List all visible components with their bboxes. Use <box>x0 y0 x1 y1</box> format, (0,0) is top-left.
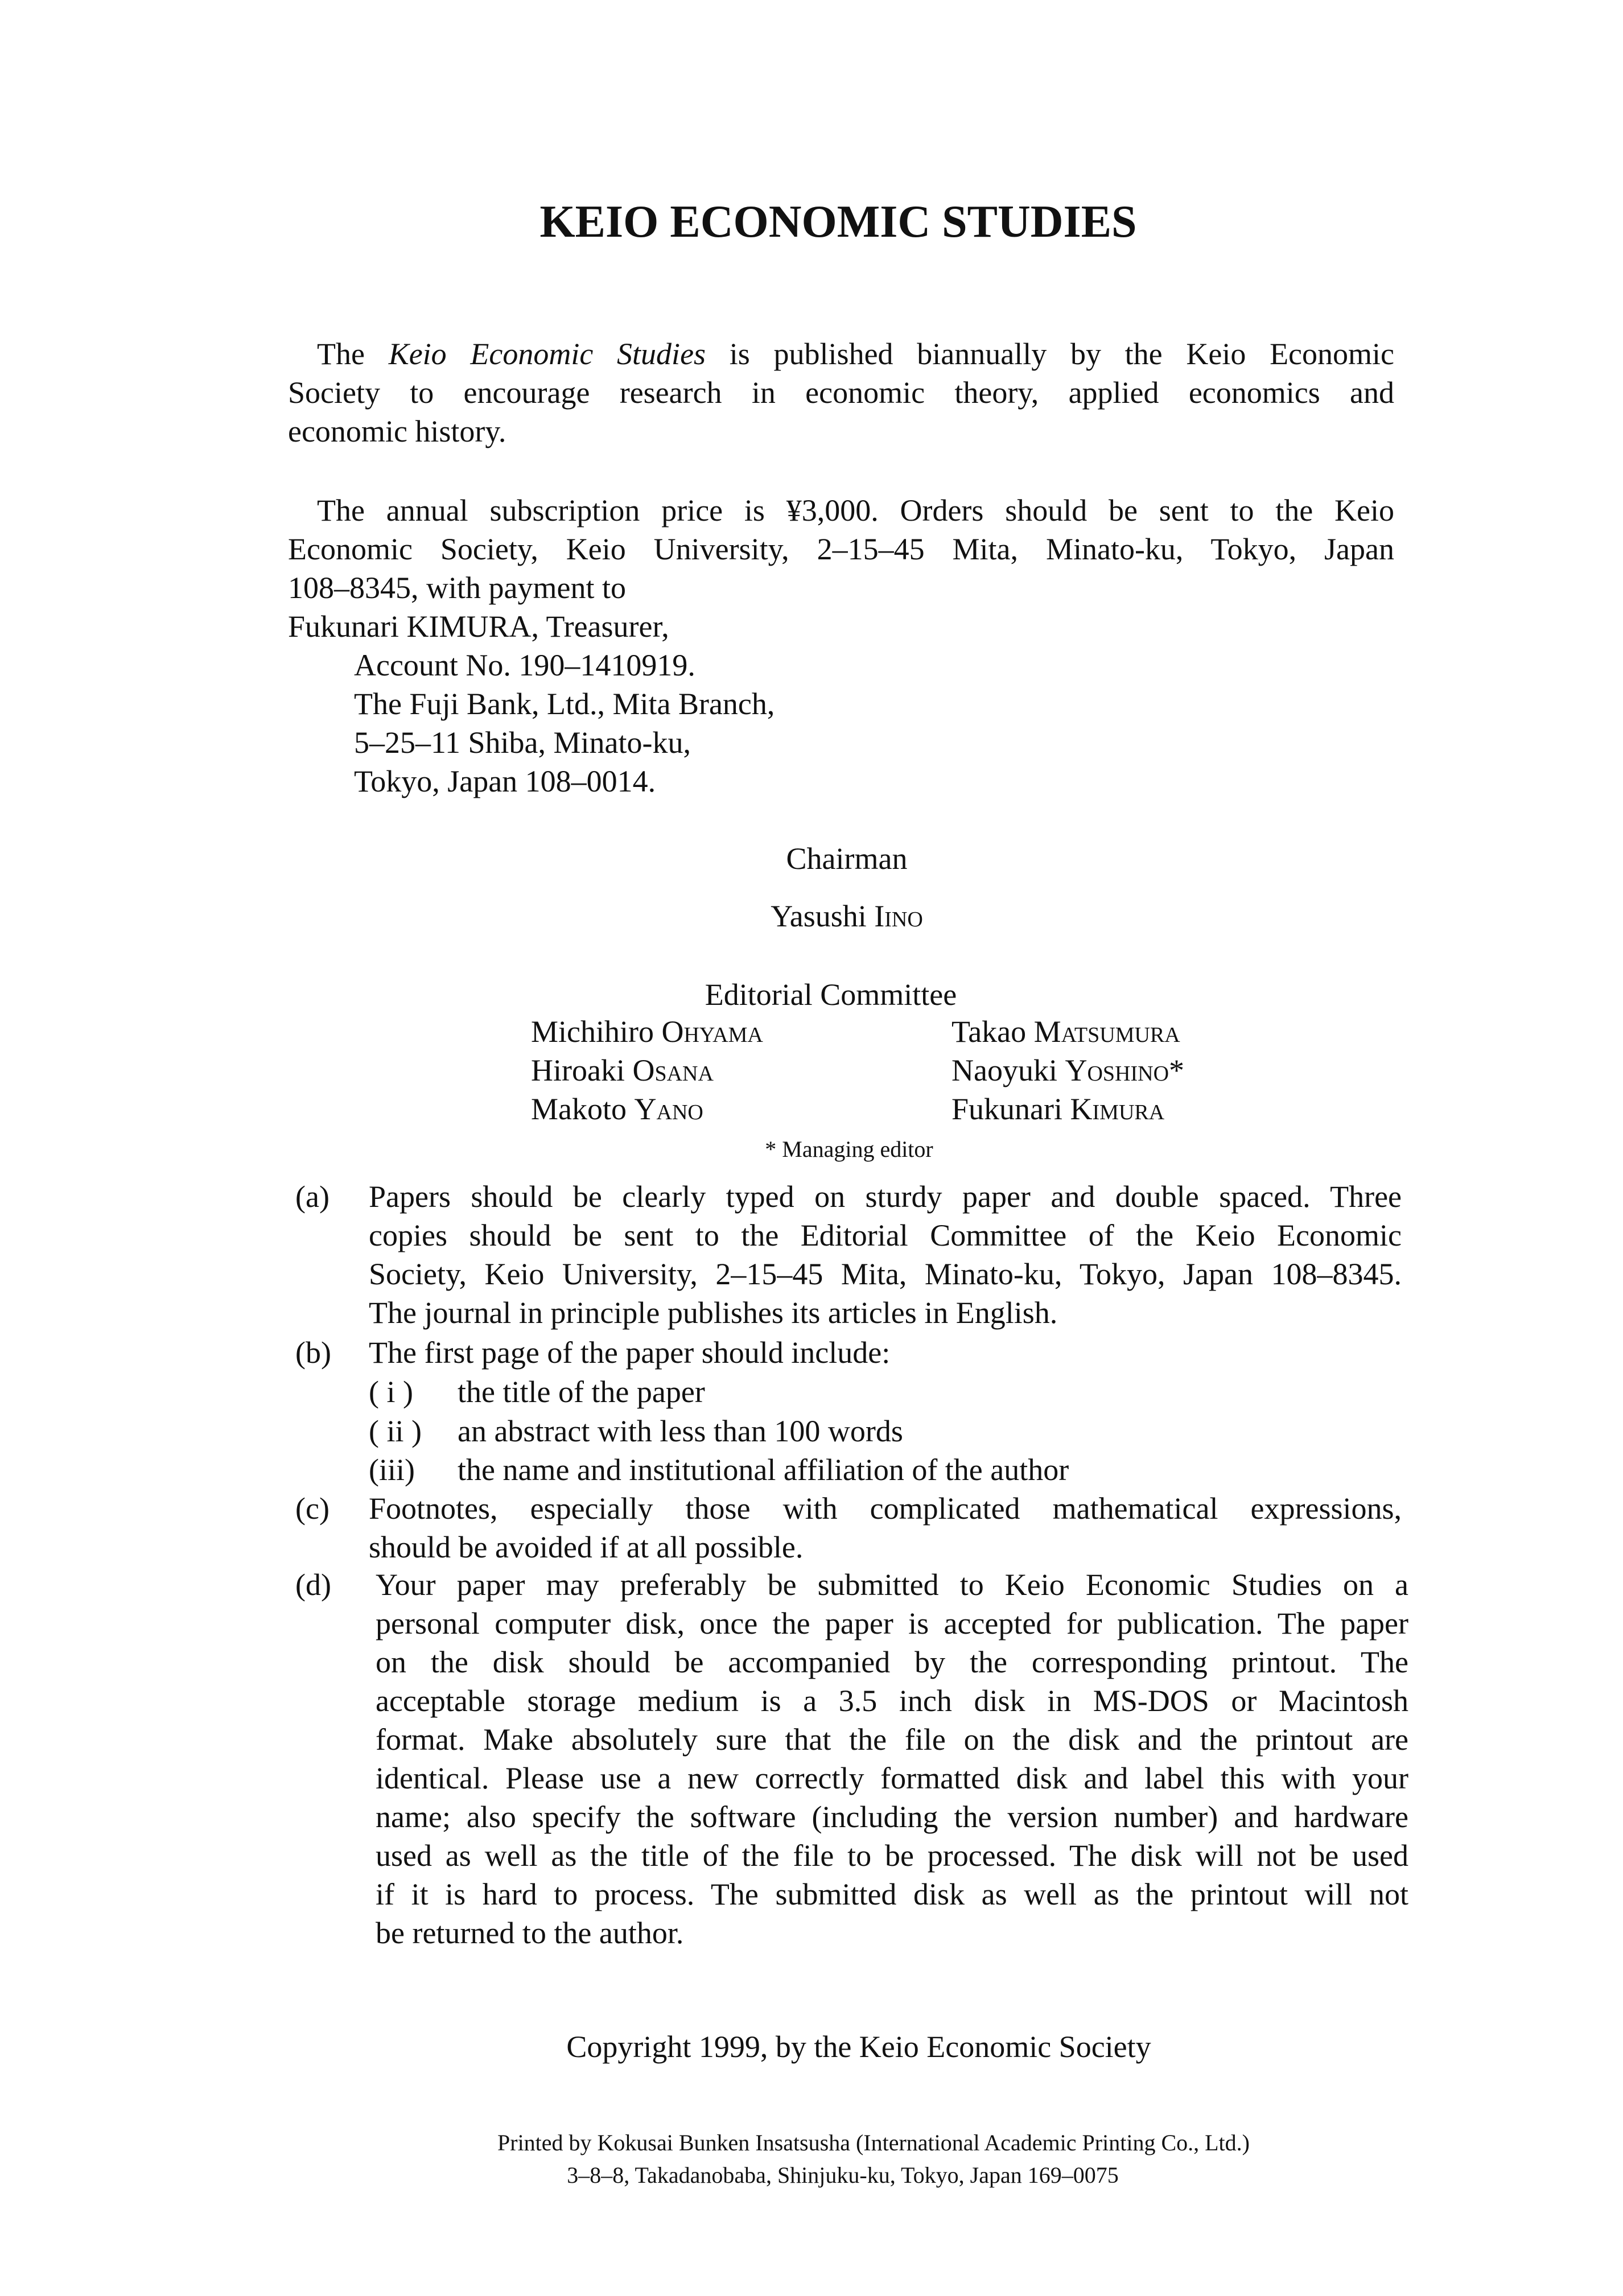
guideline-d-line: format. Make absolutely sure that the file on the disk and the printout are <box>376 1722 1408 1757</box>
subitem-label: ( i ) <box>369 1375 413 1409</box>
surname: Kimura <box>1070 1092 1165 1126</box>
guideline-a-line: Society, Keio University, 2–15–45 Mita, Minato-ku, Tokyo, Japan 108–8345. <box>369 1257 1402 1291</box>
copyright-notice: Copyright 1999, by the Keio Economic Society <box>566 2030 1151 2064</box>
committee-member <box>531 1051 714 1090</box>
item-label: (a) <box>295 1180 329 1214</box>
given-name: Michihiro <box>531 1015 654 1049</box>
account-line: Account No. 190–1410919. <box>354 648 695 682</box>
managing-editor-note: * Managing editor <box>765 1136 933 1162</box>
given-name: Naoyuki <box>951 1053 1057 1087</box>
guideline-d-line: identical. Please use a new correctly formatted disk and label this with your <box>376 1761 1408 1795</box>
given-name: Makoto <box>531 1092 627 1126</box>
intro-line: Society to encourage research in economic theory, applied economics and <box>288 376 1394 410</box>
subitem-label: ( ii ) <box>369 1414 422 1448</box>
subscription-line: The annual subscription price is ¥3,000. Orders should be sent to the Keio <box>317 493 1394 527</box>
guideline-d-line: Your paper may preferably be submitted to Keio Economic Studies on a <box>376 1568 1408 1602</box>
bank-address-line: 5–25–11 Shiba, Minato-ku, <box>354 726 691 760</box>
item-label: (d) <box>295 1568 331 1602</box>
committee-heading: Editorial Committee <box>705 978 957 1012</box>
guideline-c-line: Footnotes, especially those with complicated mathematical expressions, <box>369 1491 1402 1526</box>
guideline-d-line: if it is hard to process. The submitted disk as well as the printout will not <box>376 1877 1408 1911</box>
guideline-d-line: acceptable storage medium is a 3.5 inch disk in MS-DOS or Macintosh <box>376 1684 1408 1718</box>
guideline-c-line: should be avoided if at all possible. <box>369 1530 804 1564</box>
bank-address-line: Tokyo, Japan 108–0014. <box>354 764 656 798</box>
committee-member <box>951 1090 1164 1128</box>
subitem-label: (iii) <box>369 1453 415 1487</box>
intro-text: The <box>317 337 365 371</box>
given-name: Takao <box>951 1015 1027 1049</box>
guideline-a-line: Papers should be clearly typed on sturdy paper and double spaced. Three <box>369 1180 1402 1214</box>
surname: Yano <box>634 1092 703 1126</box>
given-name: Hiroaki <box>531 1053 625 1087</box>
printer-line: Printed by Kokusai Bunken Insatsusha (International Academic Printing Co., Ltd.) <box>497 2130 1250 2155</box>
subitem-text: the title of the paper <box>458 1375 705 1409</box>
committee-member <box>531 1012 763 1051</box>
item-label: (b) <box>295 1335 331 1370</box>
intro-text: is published biannually by the Keio Economic <box>729 337 1394 371</box>
journal-title: KEIO ECONOMIC STUDIES <box>539 197 1137 247</box>
treasurer-line: Fukunari KIMURA, Treasurer, <box>288 609 669 644</box>
given-name: Yasushi <box>771 899 867 933</box>
committee-member <box>531 1090 703 1128</box>
guideline-b-line: The first page of the paper should include: <box>369 1335 891 1370</box>
guideline-d-line: personal computer disk, once the paper is accepted for publication. The paper <box>376 1606 1408 1640</box>
subitem-text: an abstract with less than 100 words <box>458 1414 903 1448</box>
guideline-a-line: The journal in principle publishes its articles in English. <box>369 1296 1058 1330</box>
item-label: (c) <box>295 1491 329 1526</box>
subscription-line: 108–8345, with payment to <box>288 571 626 605</box>
guideline-d-line: be returned to the author. <box>376 1916 684 1950</box>
journal-name-italic: Keio Economic Studies <box>388 337 706 371</box>
surname: Yoshino* <box>1065 1053 1185 1087</box>
chairman-name <box>626 897 1068 935</box>
subitem-text: the name and institutional affiliation of the author <box>458 1453 1069 1487</box>
surname: Osana <box>632 1053 714 1087</box>
printer-address: 3–8–8, Takadanobaba, Shinjuku-ku, Tokyo, Japan 169–0075 <box>567 2162 1119 2188</box>
surname: Matsumura <box>1033 1015 1180 1049</box>
guideline-d-line: name; also specify the software (including the version number) and hardware <box>376 1800 1408 1834</box>
committee-member <box>951 1012 1180 1051</box>
chairman-heading: Chairman <box>786 842 908 876</box>
surname: Ohyama <box>661 1015 763 1049</box>
subscription-line: Economic Society, Keio University, 2–15–45 Mita, Minato-ku, Tokyo, Japan <box>288 532 1394 566</box>
intro-line <box>317 335 1394 373</box>
committee-member <box>951 1051 1184 1090</box>
guideline-d-line: used as well as the title of the file to be processed. The disk will not be used <box>376 1839 1408 1873</box>
surname: Iino <box>874 899 923 933</box>
given-name: Fukunari <box>951 1092 1062 1126</box>
guideline-d-line: on the disk should be accompanied by the corresponding printout. The <box>376 1645 1408 1679</box>
intro-line: economic history. <box>288 414 506 448</box>
guideline-a-line: copies should be sent to the Editorial Committee of the Keio Economic <box>369 1218 1402 1252</box>
bank-line: The Fuji Bank, Ltd., Mita Branch, <box>354 687 775 721</box>
